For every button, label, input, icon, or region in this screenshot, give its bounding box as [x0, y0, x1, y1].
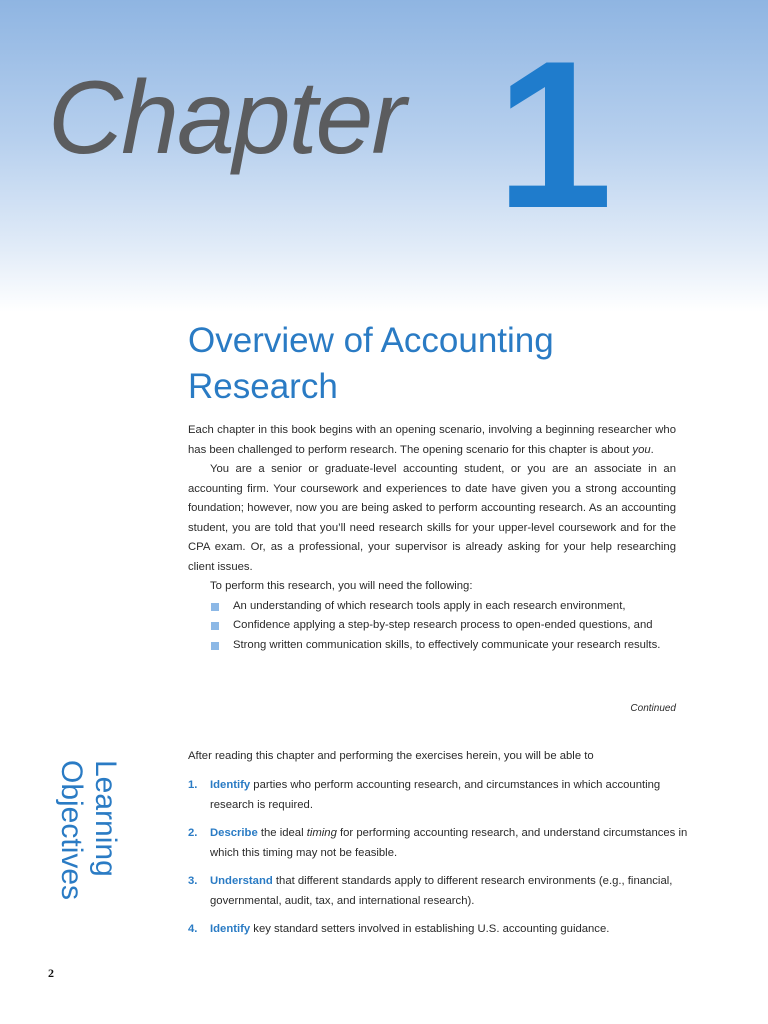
requirements-list: [188, 597, 676, 656]
objective-number: 2.: [188, 827, 198, 839]
objective-number: 4.: [188, 923, 198, 935]
opening-paragraph-end: .: [650, 443, 654, 456]
square-bullet-icon: [211, 603, 219, 611]
scenario-paragraph: You are a senior or graduate-level accounting student, or you are an associate in an accounting firm. Your coursework and experiences to date have given you a strong accounting foundation; however, now you are being asked to perform accounting research. As an accounting student, you are told that you’ll need research skills for your upper-level coursework and for the CPA exam. Or, as a professional, your supervisor is already asking for your help researching client issues.: [188, 463, 676, 573]
objective-text: parties who perform accounting research, and circumstances in which accounting research is required.: [210, 779, 661, 811]
chapter-title: Overview of Accounting Research: [188, 321, 554, 406]
list-item-text: Strong written communication skills, to effectively communicate your research results.: [233, 638, 661, 651]
objective-item: [188, 872, 688, 911]
learning-objectives-heading: [54, 760, 122, 900]
objective-number: 1.: [188, 779, 198, 791]
list-item: [188, 616, 676, 636]
opening-paragraph-text: Each chapter in this book begins with an opening scenario, involving a beginning researcher who has been challenged to perform research. The opening scenario for this chapter is about: [188, 424, 676, 456]
page-number: 2: [48, 966, 54, 980]
list-item: [188, 636, 676, 656]
objective-item: [188, 824, 688, 863]
objective-text-continued: for performing accounting research, and understand circumstances in which this timing may not be feasible.: [210, 827, 688, 859]
objective-number: 3.: [188, 875, 198, 887]
chapter-number: 1: [496, 17, 613, 252]
objective-verb: Identify: [210, 923, 251, 935]
objectives-list: [188, 776, 688, 949]
square-bullet-icon: [211, 622, 219, 630]
opening-paragraph-emphasis: you: [632, 443, 651, 456]
continued-note: Continued: [630, 703, 676, 714]
objective-text: that different standards apply to different research environments (e.g., financial, governmental, audit, tax, and international research).: [210, 875, 673, 907]
opening-scenario: [188, 421, 676, 655]
objective-text: the ideal: [257, 827, 307, 839]
objectives-intro: After reading this chapter and performing the exercises herein, you will be able to: [188, 750, 594, 762]
list-item-text: An understanding of which research tools apply in each research environment,: [233, 599, 626, 612]
objective-text: key standard setters involved in establishing U.S. accounting guidance.: [250, 923, 610, 935]
objective-item: [188, 920, 688, 940]
objective-verb: Identify: [210, 779, 251, 791]
heading-line: Objectives: [55, 760, 88, 901]
square-bullet-icon: [211, 642, 219, 650]
list-item: [188, 597, 676, 617]
heading-line: Learning: [89, 760, 122, 877]
objective-verb: Understand: [210, 875, 273, 887]
objective-verb: Describe: [210, 827, 258, 839]
chapter-label: Chapter: [48, 60, 404, 176]
opening-paragraph: [188, 421, 676, 460]
list-item-text: Confidence applying a step-by-step research process to open-ended questions, and: [233, 619, 653, 631]
objective-item: [188, 776, 688, 815]
objective-emphasis: timing: [306, 827, 337, 839]
requirements-lead-in: To perform this research, you will need the following:: [210, 580, 473, 592]
